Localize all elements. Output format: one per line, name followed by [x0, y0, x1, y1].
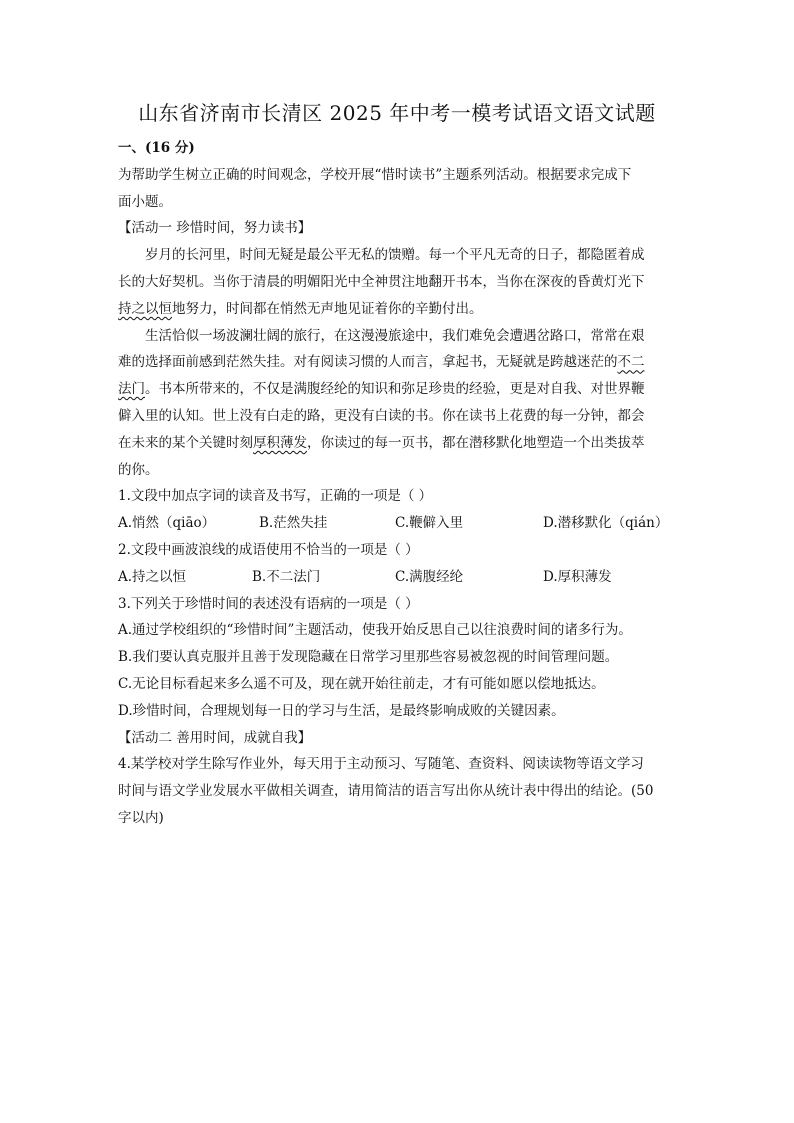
intro-line: 面小题。 [118, 193, 172, 210]
passage-text: 在未来的某个关键时刻 [118, 434, 253, 451]
idiom-wavy: 法门 [118, 381, 145, 398]
question-2-options [118, 564, 678, 591]
passage-text: 。书本所带来的，不仅是满腹经纶的知识和弥足珍贵的经验，更是对自我、对世界鞭 [145, 381, 645, 398]
question-3-stem: 3.下列关于珍惜时间的表述没有语病的一项是（ ） [118, 595, 419, 612]
passage-text: 地努力，时间都在悄然无声地见证着你的辛勤付出。 [172, 300, 483, 317]
option-d: D.珍惜时间，合理规划每一日的学习与生活，是最终影响成败的关键因素。 [118, 702, 565, 719]
passage-line [118, 430, 678, 457]
option-c: C.无论目标看起来多么遥不可及，现在就开始往前走，才有可能如愿以偿地抵达。 [118, 675, 605, 692]
option-b: B.我们要认真克服并且善于发现隐藏在日常学习里那些容易被忽视的时间管理问题。 [118, 649, 619, 666]
idiom-wavy: 持之以恒 [118, 300, 172, 317]
page-title: 山东省济南市长清区 2025 年中考一模考试语文语文试题 [138, 101, 656, 125]
question-4-line: 时间与语文学业发展水平做相关调查，请用简洁的语言写出你从统计表中得出的结论。(50 [118, 783, 654, 800]
question-4-line: 4.某学校对学生除写作业外，每天用于主动预习、写随笔、查资料、阅读读物等语文学习 [118, 756, 644, 773]
option-c: C.鞭僻入里 [395, 515, 464, 532]
option-c: C.满腹经纶 [395, 568, 464, 585]
option-a: A.悄然（qiāo） [118, 515, 216, 532]
question-1-stem: 1.文段中加点字词的读音及书写，正确的一项是（ ） [118, 488, 433, 505]
question-4-line: 字以内) [118, 809, 164, 826]
activity-two-header: 【活动二 善用时间，成就自我】 [118, 729, 312, 746]
idiom-wavy: 厚积薄发 [253, 434, 307, 451]
option-b: B.不二法门 [252, 568, 321, 585]
option-d: D.潜移默化（qián） [543, 515, 669, 532]
question-1-options [118, 510, 678, 537]
passage-text: ，你读过的每一页书，都在潜移默化地塑造一个出类拔萃 [307, 434, 645, 451]
document-body [118, 135, 678, 832]
option-a: A.持之以恒 [118, 568, 187, 585]
passage-line: 生活恰似一场波澜壮阔的旅行，在这漫漫旅途中，我们难免会遭遇岔路口，常常在艰 [145, 327, 645, 344]
question-2-stem: 2.文段中画波浪线的成语使用不恰当的一项是（ ） [118, 541, 419, 558]
passage-line: 的你。 [118, 461, 159, 478]
passage-line [118, 376, 678, 403]
section-header: 一、(16 分) [118, 140, 195, 156]
passage-line [118, 296, 678, 323]
option-d: D.厚积薄发 [543, 568, 612, 585]
idiom-wavy: 不二 [617, 354, 645, 371]
intro-line: 为帮助学生树立正确的时间观念，学校开展“惜时读书”主题系列活动。根据要求完成下 [118, 166, 632, 183]
passage-line: 长的大好契机。当你于清晨的明媚阳光中全神贯注地翻开书本，当你在深夜的昏黄灯光下 [118, 273, 645, 290]
option-b: B.茫然失挂 [259, 515, 328, 532]
passage-line [118, 349, 678, 376]
activity-one-header: 【活动一 珍惜时间，努力读书】 [118, 220, 312, 237]
option-a: A.通过学校组织的“珍惜时间”主题活动，使我开始反思自己以往浪费时间的诸多行为。 [118, 622, 632, 639]
passage-text: 难的选择面前感到茫然失挂。对有阅读习惯的人而言，拿起书，无疑就是跨越迷茫的 [118, 354, 618, 371]
passage-line: 岁月的长河里，时间无疑是最公平无私的馈赠。每一个平凡无奇的日子，都隐匿着成 [145, 247, 645, 264]
passage-line: 僻入里的认知。世上没有白走的路，更没有白读的书。你在读书上花费的每一分钟，都会 [118, 407, 645, 424]
